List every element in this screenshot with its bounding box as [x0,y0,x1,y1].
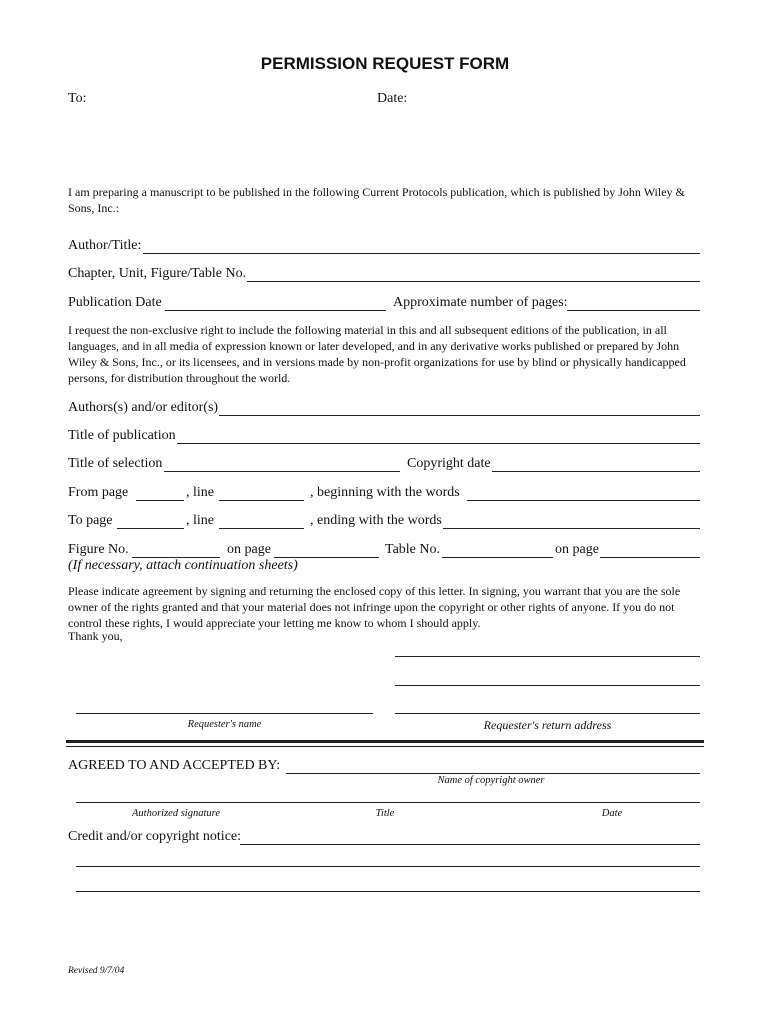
copyright-date-label: Copyright date [407,456,491,471]
author-title-label: Author/Title: [68,238,142,253]
beginning-words-field[interactable] [467,500,700,501]
figure-no-label: Figure No. [68,542,129,557]
rights-paragraph: I request the non-exclusive right to include the following material in this and all subsequent editions of the publication, in all languages, and in all media of expression known or later developed, and in any derivative works published or prepared by John Wiley & Sons, Inc., or its licensees, and in versions made by non-profit organizations for use by blind or physically handicapped persons, for distribution throughout the world. [68,323,686,385]
chapter-label: Chapter, Unit, Figure/Table No. [68,266,247,281]
to-page-label: To page [68,513,113,528]
return-address-line-1[interactable] [395,656,700,657]
approx-pages-label: Approximate number of pages: [393,295,568,310]
copyright-date-field[interactable] [492,471,700,472]
form-title: PERMISSION REQUEST FORM [260,54,510,73]
copyright-owner-caption: Name of copyright owner [437,775,545,786]
credit-label: Credit and/or copyright notice: [68,829,242,844]
table-on-page-label: on page [555,542,599,557]
title-caption: Title [375,808,395,819]
copyright-owner-field[interactable] [286,773,700,774]
authors-editors-label: Authors(s) and/or editor(s) [68,400,219,415]
table-no-label: Table No. [385,542,441,557]
continuation-note: (If necessary, attach continuation sheets) [68,558,298,573]
credit-field-3[interactable] [76,891,700,892]
to-line-field[interactable] [219,528,304,529]
requesters-name-field[interactable] [76,713,373,714]
return-address-line-3[interactable] [395,713,700,714]
intro-paragraph: I am preparing a manuscript to be published in the following Current Protocols publication, which is published by John Wiley & Sons, Inc.: [68,185,685,215]
author-title-field[interactable] [143,253,700,254]
divider-thin [66,746,704,747]
ending-words-field[interactable] [443,528,700,529]
divider-thick [66,740,704,743]
beginning-words-label: , beginning with the words [310,485,460,500]
date-caption: Date [601,808,623,819]
publication-date-field[interactable] [165,310,386,311]
return-address-line-2[interactable] [395,685,700,686]
requesters-name-caption: Requester's name [187,719,262,730]
credit-field-2[interactable] [76,866,700,867]
ending-words-label: , ending with the words [310,513,442,528]
agreement-paragraph: Please indicate agreement by signing and returning the enclosed copy of this letter. In signing, you warrant that you are the sole owner of the rights granted and that your material does not infringe upon the copyright or other rights of anyone. If you do not control these rights, I would appreciate your letting me know to whom I should apply. [68,584,681,630]
figure-on-page-label: on page [227,542,271,557]
signature-title-date-field[interactable] [76,802,700,803]
credit-field-1[interactable] [240,844,700,845]
title-of-publication-label: Title of publication [68,428,176,443]
from-line-field[interactable] [219,500,304,501]
publication-date-label: Publication Date [68,295,162,310]
to-page-field[interactable] [117,528,184,529]
title-of-selection-label: Title of selection [68,456,163,471]
revised-date: Revised 9/7/04 [68,966,125,976]
thank-you: Thank you, [68,629,123,643]
from-page-field[interactable] [136,500,184,501]
requesters-address-caption: Requester's return address [483,718,612,732]
agreed-label: AGREED TO AND ACCEPTED BY: [68,758,281,773]
authors-editors-field[interactable] [219,415,700,416]
approx-pages-field[interactable] [567,310,700,311]
authorized-signature-caption: Authorized signature [132,808,220,819]
title-of-publication-field[interactable] [177,443,700,444]
table-no-field[interactable] [442,557,553,558]
to-line-label: , line [186,513,214,528]
to-label: To: [68,91,87,106]
date-label: Date: [377,91,408,106]
from-line-label: , line [186,485,214,500]
table-on-page-field[interactable] [600,557,700,558]
title-of-selection-field[interactable] [164,471,400,472]
chapter-field[interactable] [247,281,700,282]
from-page-label: From page [68,485,129,500]
